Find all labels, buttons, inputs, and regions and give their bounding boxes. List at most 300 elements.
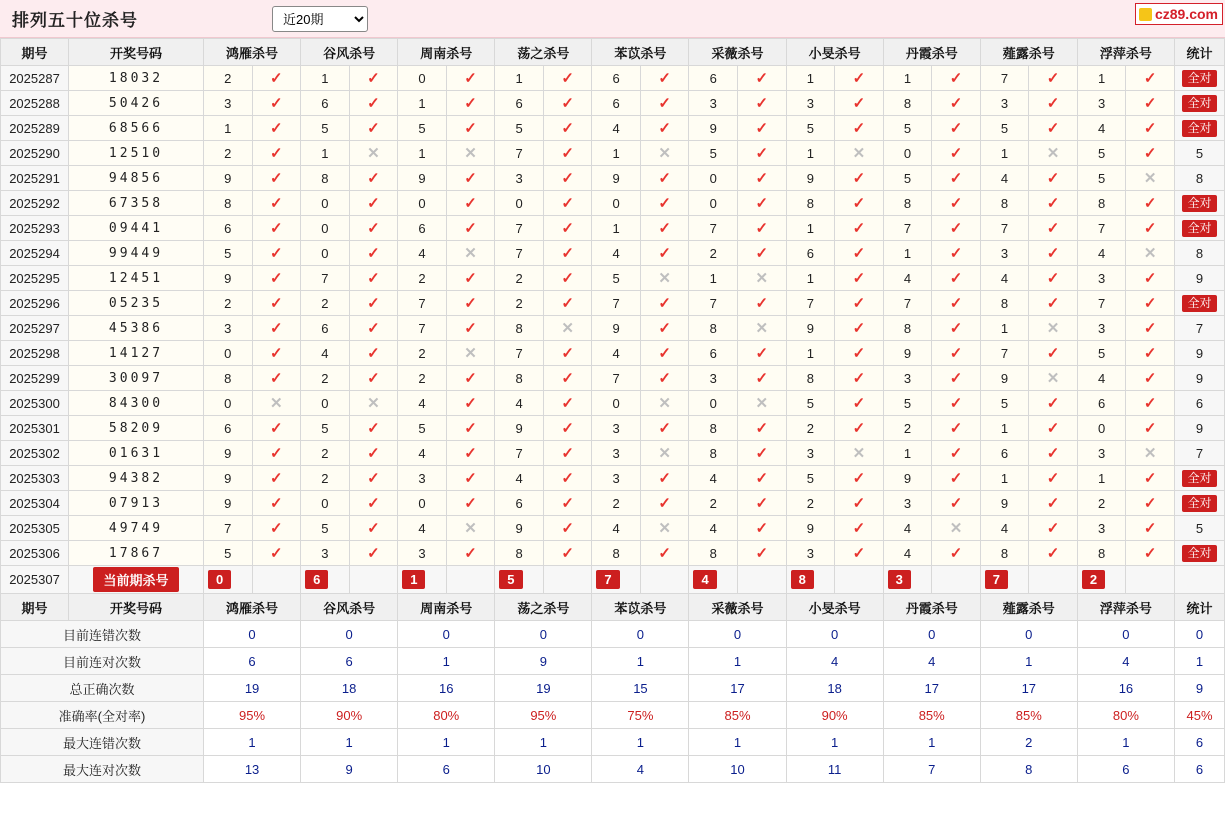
check-icon: ✓ <box>543 166 592 191</box>
summary-total: 45% <box>1175 702 1225 729</box>
current-kill-badge: 3 <box>888 570 911 589</box>
cell-kill-number: 6 <box>398 216 447 241</box>
check-icon: ✓ <box>835 241 884 266</box>
cell-kill-number: 4 <box>495 391 544 416</box>
check-icon: ✓ <box>1126 191 1175 216</box>
summary-value: 0 <box>786 621 883 648</box>
check-icon: ✓ <box>543 541 592 566</box>
cell-stat <box>1175 491 1225 516</box>
cell-kill-number: 2 <box>689 241 738 266</box>
cell-stat: 7 <box>1175 316 1225 341</box>
cell-kill-number: 0 <box>1077 416 1126 441</box>
period-select[interactable] <box>272 6 368 32</box>
check-icon: ✓ <box>349 341 398 366</box>
cell-kill-number: 7 <box>301 266 350 291</box>
table-row <box>1 316 1225 341</box>
cell-kill-number: 5 <box>1077 141 1126 166</box>
summary-value: 1 <box>398 729 495 756</box>
cell-kill-number: 6 <box>495 91 544 116</box>
cell-kill-number: 3 <box>883 366 932 391</box>
cell-draw-code: 58209 <box>69 416 204 441</box>
check-icon: ✓ <box>738 541 787 566</box>
table-row <box>1 366 1225 391</box>
check-icon: ✓ <box>932 91 981 116</box>
check-icon: ✓ <box>640 341 689 366</box>
cell-kill-number: 9 <box>495 416 544 441</box>
cell-current-kill <box>1077 566 1126 594</box>
summary-value: 80% <box>1077 702 1174 729</box>
check-icon: ✓ <box>932 291 981 316</box>
check-icon: ✓ <box>349 416 398 441</box>
table-row <box>1 241 1225 266</box>
check-icon: ✓ <box>640 191 689 216</box>
header-killer-9: 薤露杀号 <box>980 39 1077 66</box>
cell-kill-number: 0 <box>301 241 350 266</box>
cell-period: 2025297 <box>1 316 69 341</box>
check-icon: ✓ <box>738 341 787 366</box>
summary-value: 95% <box>204 702 301 729</box>
cell-current-kill <box>980 566 1029 594</box>
current-kill-badge: 1 <box>402 570 425 589</box>
cell-stat <box>1175 116 1225 141</box>
header-killer-2: 谷风杀号 <box>301 594 398 621</box>
check-icon: ✓ <box>446 441 495 466</box>
cell-draw-code: 05235 <box>69 291 204 316</box>
cell-kill-number: 3 <box>398 466 447 491</box>
cell-kill-number: 9 <box>204 466 253 491</box>
summary-value: 11 <box>786 756 883 783</box>
summary-value: 7 <box>883 756 980 783</box>
check-icon: ✓ <box>349 66 398 91</box>
cell-kill-number: 2 <box>786 416 835 441</box>
check-icon: ✓ <box>543 116 592 141</box>
summary-value: 10 <box>495 756 592 783</box>
cell-period: 2025304 <box>1 491 69 516</box>
table-row <box>1 516 1225 541</box>
header-killer-5: 苯苡杀号 <box>592 39 689 66</box>
check-icon: ✓ <box>252 341 301 366</box>
table-row <box>1 291 1225 316</box>
cell-kill-number: 5 <box>689 141 738 166</box>
cross-icon: ✕ <box>349 141 398 166</box>
cell-kill-number: 1 <box>883 441 932 466</box>
check-icon: ✓ <box>1126 541 1175 566</box>
cell-period: 2025302 <box>1 441 69 466</box>
cell-draw-code: 49749 <box>69 516 204 541</box>
check-icon: ✓ <box>252 241 301 266</box>
check-icon: ✓ <box>1126 141 1175 166</box>
summary-value: 4 <box>1077 648 1174 675</box>
cell-kill-number: 4 <box>883 516 932 541</box>
cell-kill-number: 0 <box>689 166 738 191</box>
check-icon: ✓ <box>640 316 689 341</box>
check-icon: ✓ <box>1126 91 1175 116</box>
cell-current-kill <box>689 566 738 594</box>
check-icon: ✓ <box>640 491 689 516</box>
cell-kill-number: 7 <box>1077 216 1126 241</box>
cell-draw-code: 12451 <box>69 266 204 291</box>
summary-label: 最大连错次数 <box>1 729 204 756</box>
cell-kill-number: 6 <box>689 66 738 91</box>
check-icon: ✓ <box>252 541 301 566</box>
cell-kill-number: 6 <box>689 341 738 366</box>
table-row <box>1 66 1225 91</box>
summary-value: 85% <box>689 702 786 729</box>
current-kill-badge: 5 <box>499 570 522 589</box>
cell-period: 2025289 <box>1 116 69 141</box>
cell-kill-number: 9 <box>398 166 447 191</box>
cell-kill-number: 5 <box>398 116 447 141</box>
cell-stat: 6 <box>1175 391 1225 416</box>
cross-icon: ✕ <box>1126 166 1175 191</box>
table-row <box>1 266 1225 291</box>
check-icon: ✓ <box>446 216 495 241</box>
cell-kill-number: 9 <box>495 516 544 541</box>
check-icon: ✓ <box>1126 366 1175 391</box>
cell-kill-number: 8 <box>786 366 835 391</box>
cell-period: 2025290 <box>1 141 69 166</box>
cell-kill-number: 1 <box>980 416 1029 441</box>
check-icon: ✓ <box>932 166 981 191</box>
check-icon: ✓ <box>349 291 398 316</box>
check-icon: ✓ <box>446 366 495 391</box>
cross-icon: ✕ <box>738 266 787 291</box>
cross-icon: ✕ <box>738 316 787 341</box>
summary-value: 4 <box>786 648 883 675</box>
check-icon: ✓ <box>446 116 495 141</box>
cell-period: 2025287 <box>1 66 69 91</box>
check-icon: ✓ <box>446 491 495 516</box>
check-icon: ✓ <box>932 216 981 241</box>
cell-kill-number: 5 <box>204 241 253 266</box>
cell-kill-number: 1 <box>592 216 641 241</box>
cell-kill-number: 3 <box>786 91 835 116</box>
check-icon: ✓ <box>835 216 884 241</box>
cell-kill-number: 1 <box>980 141 1029 166</box>
summary-value: 6 <box>301 648 398 675</box>
header-killer-2: 谷风杀号 <box>301 39 398 66</box>
cell-stat <box>1175 541 1225 566</box>
cell-kill-number: 0 <box>883 141 932 166</box>
summary-value: 8 <box>980 756 1077 783</box>
check-icon: ✓ <box>543 66 592 91</box>
cell-kill-number: 6 <box>592 91 641 116</box>
cell-draw-code: 30097 <box>69 366 204 391</box>
cell-stat: 7 <box>1175 441 1225 466</box>
header-killer-4: 荡之杀号 <box>495 594 592 621</box>
check-icon: ✓ <box>738 441 787 466</box>
cell-draw-code: 12510 <box>69 141 204 166</box>
cell-kill-number: 1 <box>980 466 1029 491</box>
check-icon: ✓ <box>446 391 495 416</box>
cell-stat <box>1175 466 1225 491</box>
cross-icon: ✕ <box>640 441 689 466</box>
cell-kill-number: 1 <box>786 66 835 91</box>
cell-kill-number: 4 <box>883 541 932 566</box>
cell-current-kill <box>592 566 641 594</box>
cell-current-kill-blank <box>932 566 981 594</box>
summary-value: 16 <box>1077 675 1174 702</box>
cell-kill-number: 6 <box>495 491 544 516</box>
header-killer-3: 周南杀号 <box>398 39 495 66</box>
summary-value: 0 <box>980 621 1077 648</box>
summary-value: 0 <box>883 621 980 648</box>
check-icon: ✓ <box>543 241 592 266</box>
check-icon: ✓ <box>932 191 981 216</box>
check-icon: ✓ <box>932 391 981 416</box>
cell-period: 2025303 <box>1 466 69 491</box>
cross-icon: ✕ <box>1126 441 1175 466</box>
cell-kill-number: 2 <box>689 491 738 516</box>
cell-draw-code: 50426 <box>69 91 204 116</box>
check-icon: ✓ <box>1029 166 1078 191</box>
cell-kill-number: 2 <box>301 466 350 491</box>
header-stat: 统计 <box>1175 594 1225 621</box>
cell-kill-number: 0 <box>301 391 350 416</box>
table-row <box>1 191 1225 216</box>
check-icon: ✓ <box>738 291 787 316</box>
summary-row <box>1 648 1225 675</box>
check-icon: ✓ <box>738 466 787 491</box>
header-killer-7: 小旻杀号 <box>786 39 883 66</box>
check-icon: ✓ <box>1126 116 1175 141</box>
cell-period: 2025300 <box>1 391 69 416</box>
cell-stat: 9 <box>1175 366 1225 391</box>
cell-kill-number: 1 <box>786 341 835 366</box>
check-icon: ✓ <box>349 441 398 466</box>
check-icon: ✓ <box>835 391 884 416</box>
check-icon: ✓ <box>738 491 787 516</box>
summary-row <box>1 675 1225 702</box>
cell-current-kill-blank <box>1029 566 1078 594</box>
cell-kill-number: 5 <box>980 116 1029 141</box>
check-icon: ✓ <box>446 266 495 291</box>
header-stat: 统计 <box>1175 39 1225 66</box>
cell-kill-number: 9 <box>786 516 835 541</box>
check-icon: ✓ <box>640 216 689 241</box>
cell-kill-number: 4 <box>398 516 447 541</box>
cell-draw-code: 68566 <box>69 116 204 141</box>
cell-current-kill-blank <box>349 566 398 594</box>
cross-icon: ✕ <box>446 241 495 266</box>
summary-value: 1 <box>883 729 980 756</box>
check-icon: ✓ <box>349 216 398 241</box>
summary-value: 0 <box>592 621 689 648</box>
check-icon: ✓ <box>1029 216 1078 241</box>
cell-current-kill <box>301 566 350 594</box>
cell-kill-number: 7 <box>204 516 253 541</box>
table-row <box>1 166 1225 191</box>
cell-kill-number: 8 <box>980 291 1029 316</box>
check-icon: ✓ <box>543 391 592 416</box>
check-icon: ✓ <box>932 541 981 566</box>
cross-icon: ✕ <box>640 266 689 291</box>
cell-kill-number: 7 <box>495 216 544 241</box>
cell-draw-code: 67358 <box>69 191 204 216</box>
check-icon: ✓ <box>835 91 884 116</box>
check-icon: ✓ <box>835 491 884 516</box>
status-badge: 全对 <box>1182 545 1216 562</box>
summary-value: 15 <box>592 675 689 702</box>
summary-value: 4 <box>883 648 980 675</box>
cell-kill-number: 3 <box>883 491 932 516</box>
check-icon: ✓ <box>932 141 981 166</box>
header-code: 开奖号码 <box>69 594 204 621</box>
cell-kill-number: 7 <box>495 141 544 166</box>
cross-icon: ✕ <box>640 516 689 541</box>
summary-value: 17 <box>980 675 1077 702</box>
check-icon: ✓ <box>1126 66 1175 91</box>
cell-kill-number: 2 <box>398 266 447 291</box>
cell-kill-number: 3 <box>592 466 641 491</box>
summary-value: 0 <box>204 621 301 648</box>
cell-kill-number: 1 <box>398 141 447 166</box>
summary-row <box>1 756 1225 783</box>
cell-kill-number: 7 <box>980 66 1029 91</box>
table-header-row <box>1 39 1225 66</box>
cell-kill-number: 3 <box>1077 441 1126 466</box>
header-period: 期号 <box>1 594 69 621</box>
check-icon: ✓ <box>1126 466 1175 491</box>
summary-value: 19 <box>204 675 301 702</box>
check-icon: ✓ <box>640 541 689 566</box>
cell-kill-number: 9 <box>689 116 738 141</box>
cell-kill-number: 4 <box>689 516 738 541</box>
check-icon: ✓ <box>446 291 495 316</box>
check-icon: ✓ <box>252 516 301 541</box>
cell-kill-number: 6 <box>301 316 350 341</box>
cell-kill-number: 2 <box>398 341 447 366</box>
cell-draw-code: 94382 <box>69 466 204 491</box>
check-icon: ✓ <box>349 366 398 391</box>
cell-kill-number: 8 <box>1077 541 1126 566</box>
cell-kill-number: 7 <box>786 291 835 316</box>
cell-kill-number: 8 <box>204 191 253 216</box>
check-icon: ✓ <box>738 416 787 441</box>
header-killer-10: 浮萍杀号 <box>1077 594 1174 621</box>
header-killer-6: 采薇杀号 <box>689 39 786 66</box>
check-icon: ✓ <box>543 366 592 391</box>
cell-current-kill-blank <box>835 566 884 594</box>
cell-kill-number: 2 <box>204 291 253 316</box>
summary-value: 1 <box>980 648 1077 675</box>
cell-kill-number: 6 <box>204 216 253 241</box>
cell-current-kill-blank <box>738 566 787 594</box>
check-icon: ✓ <box>738 516 787 541</box>
check-icon: ✓ <box>252 291 301 316</box>
cell-kill-number: 1 <box>786 266 835 291</box>
cell-kill-number: 5 <box>592 266 641 291</box>
cell-kill-number: 4 <box>398 441 447 466</box>
check-icon: ✓ <box>1029 391 1078 416</box>
check-icon: ✓ <box>1126 391 1175 416</box>
cell-kill-number: 1 <box>786 141 835 166</box>
check-icon: ✓ <box>252 441 301 466</box>
check-icon: ✓ <box>446 191 495 216</box>
summary-label: 总正确次数 <box>1 675 204 702</box>
header-killer-1: 鸿雁杀号 <box>204 39 301 66</box>
cell-period: 2025301 <box>1 416 69 441</box>
check-icon: ✓ <box>1126 341 1175 366</box>
cell-kill-number: 2 <box>786 491 835 516</box>
header-killer-4: 荡之杀号 <box>495 39 592 66</box>
header-killer-8: 丹霞杀号 <box>883 594 980 621</box>
cell-draw-code: 84300 <box>69 391 204 416</box>
summary-label: 目前连错次数 <box>1 621 204 648</box>
cell-stat <box>1175 216 1225 241</box>
cell-kill-number: 5 <box>1077 166 1126 191</box>
cell-draw-code: 17867 <box>69 541 204 566</box>
check-icon: ✓ <box>738 216 787 241</box>
cell-kill-number: 9 <box>883 341 932 366</box>
site-logo <box>1135 3 1223 25</box>
check-icon: ✓ <box>349 116 398 141</box>
cell-kill-number: 0 <box>204 341 253 366</box>
cell-kill-number: 8 <box>980 191 1029 216</box>
cell-kill-number: 4 <box>398 241 447 266</box>
check-icon: ✓ <box>543 266 592 291</box>
check-icon: ✓ <box>1029 91 1078 116</box>
header-killer-5: 苯苡杀号 <box>592 594 689 621</box>
cell-kill-number: 7 <box>398 291 447 316</box>
check-icon: ✓ <box>543 191 592 216</box>
check-icon: ✓ <box>543 441 592 466</box>
current-kill-badge: 7 <box>596 570 619 589</box>
summary-total: 0 <box>1175 621 1225 648</box>
cell-kill-number: 8 <box>689 441 738 466</box>
cell-kill-number: 2 <box>883 416 932 441</box>
status-badge: 全对 <box>1182 295 1216 312</box>
summary-label: 目前连对次数 <box>1 648 204 675</box>
check-icon: ✓ <box>252 141 301 166</box>
check-icon: ✓ <box>252 66 301 91</box>
cell-kill-number: 3 <box>786 541 835 566</box>
current-kill-badge: 2 <box>1082 570 1105 589</box>
header-killer-3: 周南杀号 <box>398 594 495 621</box>
cell-kill-number: 3 <box>301 541 350 566</box>
cell-kill-number: 3 <box>980 241 1029 266</box>
cross-icon: ✕ <box>446 341 495 366</box>
status-badge: 全对 <box>1182 495 1216 512</box>
summary-total: 6 <box>1175 729 1225 756</box>
summary-value: 0 <box>1077 621 1174 648</box>
cell-kill-number: 7 <box>495 241 544 266</box>
check-icon: ✓ <box>349 166 398 191</box>
current-kill-badge: 8 <box>791 570 814 589</box>
cell-kill-number: 0 <box>689 391 738 416</box>
check-icon: ✓ <box>446 416 495 441</box>
check-icon: ✓ <box>252 491 301 516</box>
cell-kill-number: 8 <box>883 191 932 216</box>
check-icon: ✓ <box>252 316 301 341</box>
cell-kill-number: 1 <box>980 316 1029 341</box>
cell-kill-number: 0 <box>204 391 253 416</box>
cell-kill-number: 4 <box>883 266 932 291</box>
table-row <box>1 466 1225 491</box>
table-row <box>1 116 1225 141</box>
logo-text: cz89.com <box>1154 6 1218 22</box>
status-badge: 全对 <box>1182 470 1216 487</box>
summary-row <box>1 702 1225 729</box>
check-icon: ✓ <box>252 116 301 141</box>
cross-icon: ✕ <box>1126 241 1175 266</box>
cell-kill-number: 2 <box>1077 491 1126 516</box>
summary-value: 0 <box>495 621 592 648</box>
cell-kill-number: 0 <box>398 66 447 91</box>
check-icon: ✓ <box>640 366 689 391</box>
check-icon: ✓ <box>1126 266 1175 291</box>
cross-icon: ✕ <box>835 141 884 166</box>
